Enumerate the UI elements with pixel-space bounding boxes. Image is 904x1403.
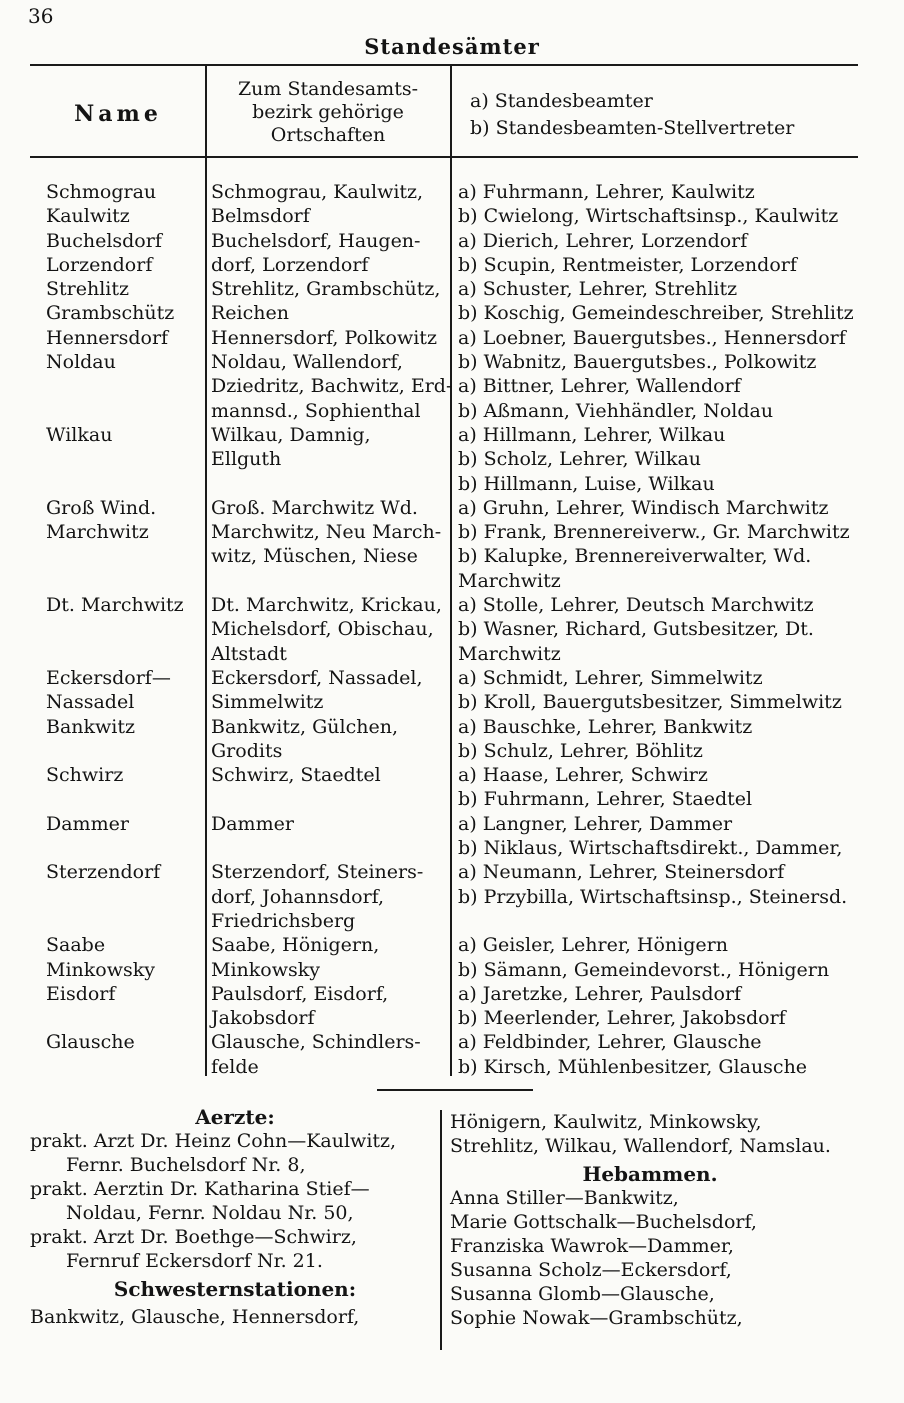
name-cell: Bankwitz bbox=[46, 715, 136, 738]
aerzte-line: Fernr. Buchelsdorf Nr. 8, bbox=[66, 1154, 306, 1176]
name-cell bbox=[46, 836, 184, 860]
right-section bbox=[450, 1110, 850, 1330]
ortschaft-cell: Strehlitz, Grambschütz, bbox=[211, 278, 441, 301]
aerzte-line: Noldau, Fernr. Noldau Nr. 50, bbox=[66, 1202, 354, 1224]
ortschaft-cell: dorf, Lorzendorf bbox=[211, 253, 369, 276]
header-ortschaften: Zum Standesamts- bezirk gehörige Ortschaften bbox=[237, 78, 419, 146]
name-cell bbox=[46, 399, 184, 423]
name-cell: Schwirz bbox=[46, 764, 124, 787]
ortschaft-cell: Minkowsky bbox=[211, 958, 320, 981]
hebammen-line: Franziska Wawrok—Dammer, bbox=[450, 1235, 734, 1257]
ortschaft-cell: Reichen bbox=[211, 302, 289, 325]
beamter-cell: a) Hillmann, Lehrer, Wilkau bbox=[458, 423, 726, 446]
section-separator bbox=[377, 1089, 533, 1091]
name-cell: Dt. Marchwitz bbox=[46, 594, 184, 617]
page-number: 36 bbox=[28, 4, 54, 28]
ortschaft-cell: Bankwitz, Gülchen, bbox=[211, 715, 398, 738]
ortschaft-cell bbox=[211, 472, 452, 496]
header-name: Name bbox=[74, 101, 162, 127]
ortschaft-cell: Michelsdorf, Obischau, bbox=[211, 618, 434, 641]
ortschaft-cell: Sterzendorf, Steiners- bbox=[211, 861, 424, 884]
ortschaft-cell: Eckersdorf, Nassadel, bbox=[211, 666, 423, 689]
ortschaft-cell: Wilkau, Damnig, bbox=[211, 423, 371, 446]
ortschaft-cell: Marchwitz, Neu March- bbox=[211, 521, 442, 544]
beamter-cell: a) Jaretzke, Lehrer, Paulsdorf bbox=[458, 982, 742, 1005]
name-cell bbox=[46, 642, 184, 666]
page-title: Standesämter bbox=[364, 34, 540, 59]
column-divider-1 bbox=[205, 66, 207, 1076]
name-cell: Nassadel bbox=[46, 691, 135, 714]
beamter-cell: b) Koschig, Gemeindeschreiber, Strehlitz bbox=[458, 302, 854, 325]
beamter-cell: a) Dierich, Lehrer, Lorzendorf bbox=[458, 229, 748, 252]
name-cell: Groß Wind. bbox=[46, 496, 157, 519]
column-names bbox=[46, 180, 184, 1079]
beamter-cell: b) Meerlender, Lehrer, Jakobsdorf bbox=[458, 1007, 786, 1030]
beamter-cell: b) Schulz, Lehrer, Böhlitz bbox=[458, 739, 703, 762]
beamter-cell: b) Aßmann, Viehhändler, Noldau bbox=[458, 399, 774, 422]
name-cell: Strehlitz bbox=[46, 278, 130, 301]
ortschaft-cell: Paulsdorf, Eisdorf, bbox=[211, 982, 389, 1005]
hebammen-line: Marie Gottschalk—Buchelsdorf, bbox=[450, 1211, 757, 1233]
hebammen-heading: Hebammen. bbox=[582, 1162, 718, 1186]
beamter-cell bbox=[458, 909, 854, 933]
name-cell bbox=[46, 472, 184, 496]
name-cell: Sterzendorf bbox=[46, 861, 161, 884]
name-cell bbox=[46, 1055, 184, 1079]
aerzte-line: prakt. Arzt Dr. Boethge—Schwirz, bbox=[30, 1226, 357, 1248]
beamter-cell: b) Niklaus, Wirtschaftsdirekt., Dammer, bbox=[458, 837, 843, 860]
ortschaft-cell: Hennersdorf, Polkowitz bbox=[211, 326, 437, 349]
beamter-cell: a) Haase, Lehrer, Schwirz bbox=[458, 764, 708, 787]
name-cell bbox=[46, 447, 184, 471]
name-cell: Hennersdorf bbox=[46, 326, 169, 349]
aerzte-heading: Aerzte: bbox=[195, 1105, 275, 1129]
ortschaft-cell: Jakobsdorf bbox=[211, 1007, 315, 1030]
column-ortschaften bbox=[211, 180, 452, 1079]
beamter-cell: a) Bittner, Lehrer, Wallendorf bbox=[458, 375, 741, 398]
beamter-cell: b) Przybilla, Wirtschaftsinsp., Steinersd. bbox=[458, 885, 848, 908]
name-cell bbox=[46, 739, 184, 763]
ortschaft-cell: Simmelwitz bbox=[211, 691, 324, 714]
column-beamte bbox=[458, 180, 854, 1079]
header-top-rule bbox=[30, 64, 858, 66]
schwestern-line: Bankwitz, Glausche, Hennersdorf, bbox=[30, 1306, 360, 1328]
ortschaft-cell: Ellguth bbox=[211, 448, 282, 471]
ortschaft-cell: felde bbox=[211, 1055, 259, 1078]
ortschaft-cell: Buchelsdorf, Haugen- bbox=[211, 229, 421, 252]
name-cell: Saabe bbox=[46, 934, 106, 957]
ortschaft-cell: Dt. Marchwitz, Krickau, bbox=[211, 594, 442, 617]
ortschaft-cell: Grodits bbox=[211, 739, 283, 762]
hebammen-line: Susanna Scholz—Eckersdorf, bbox=[450, 1259, 732, 1281]
name-cell bbox=[46, 885, 184, 909]
ortschaft-cell: mannsd., Sophienthal bbox=[211, 399, 421, 422]
ortschaft-cell: Friedrichsberg bbox=[211, 909, 356, 932]
bottom-divider bbox=[440, 1110, 442, 1350]
ortschaft-cell: Altstadt bbox=[211, 642, 287, 665]
beamter-cell: a) Bauschke, Lehrer, Bankwitz bbox=[458, 715, 753, 738]
ortschaft-cell: Schmograu, Kaulwitz, bbox=[211, 181, 424, 203]
name-cell bbox=[46, 909, 184, 933]
name-cell: Wilkau bbox=[46, 423, 113, 446]
beamter-cell: b) Wabnitz, Bauergutsbes., Polkowitz bbox=[458, 351, 817, 374]
ortschaft-cell: witz, Müschen, Niese bbox=[211, 545, 418, 568]
name-cell: Minkowsky bbox=[46, 958, 155, 981]
hebammen-line: Susanna Glomb—Glausche, bbox=[450, 1283, 715, 1305]
beamter-cell: b) Scholz, Lehrer, Wilkau bbox=[458, 448, 702, 471]
schwestern-line: Strehlitz, Wilkau, Wallendorf, Namslau. bbox=[450, 1135, 831, 1157]
schwestern-line: Hönigern, Kaulwitz, Minkowsky, bbox=[450, 1111, 762, 1133]
name-cell bbox=[46, 544, 184, 568]
beamter-cell: a) Stolle, Lehrer, Deutsch Marchwitz bbox=[458, 594, 814, 617]
beamter-cell: a) Loebner, Bauergutsbes., Hennersdorf bbox=[458, 326, 846, 349]
ortschaft-cell: Schwirz, Staedtel bbox=[211, 764, 381, 787]
beamter-cell: a) Langner, Lehrer, Dammer bbox=[458, 812, 733, 835]
hebammen-line: Anna Stiller—Bankwitz, bbox=[450, 1187, 679, 1209]
beamter-cell: a) Schuster, Lehrer, Strehlitz bbox=[458, 278, 738, 301]
aerzte-line: prakt. Arzt Dr. Heinz Cohn—Kaulwitz, bbox=[30, 1130, 397, 1152]
beamter-cell: a) Neumann, Lehrer, Steinersdorf bbox=[458, 861, 785, 884]
ortschaft-cell bbox=[211, 836, 452, 860]
beamter-cell: b) Kalupke, Brennereiverwalter, Wd. bbox=[458, 545, 812, 568]
name-cell: Glausche bbox=[46, 1031, 135, 1054]
ortschaft-cell: Groß. Marchwitz Wd. bbox=[211, 496, 418, 519]
beamter-cell: b) Scupin, Rentmeister, Lorzendorf bbox=[458, 253, 797, 276]
ortschaft-cell: Dammer bbox=[211, 812, 294, 835]
ortschaft-cell: Glausche, Schindlers- bbox=[211, 1031, 421, 1054]
beamter-cell: a) Schmidt, Lehrer, Simmelwitz bbox=[458, 666, 763, 689]
beamter-cell: a) Fuhrmann, Lehrer, Kaulwitz bbox=[458, 181, 755, 203]
ortschaft-cell: Belmsdorf bbox=[211, 205, 310, 228]
beamter-cell: b) Fuhrmann, Lehrer, Staedtel bbox=[458, 788, 753, 811]
beamter-cell: b) Cwielong, Wirtschaftsinsp., Kaulwitz bbox=[458, 205, 839, 228]
name-cell bbox=[46, 374, 184, 398]
name-cell: Grambschütz bbox=[46, 302, 175, 325]
header-beamte: a) Standesbeamter b) Standesbeamten-Stellvertreter bbox=[470, 90, 795, 139]
aerzte-section bbox=[30, 1105, 440, 1329]
beamter-cell: b) Kirsch, Mühlenbesitzer, Glausche bbox=[458, 1055, 808, 1078]
ortschaft-cell: Dziedritz, Bachwitz, Erd- bbox=[211, 375, 453, 398]
beamter-cell: Marchwitz bbox=[458, 642, 561, 665]
aerzte-line: Fernruf Eckersdorf Nr. 21. bbox=[66, 1250, 323, 1272]
beamter-cell: b) Kroll, Bauergutsbesitzer, Simmelwitz bbox=[458, 691, 842, 714]
name-cell: Eckersdorf— bbox=[46, 666, 171, 689]
beamter-cell: Marchwitz bbox=[458, 569, 561, 592]
name-cell bbox=[46, 787, 184, 811]
name-cell: Dammer bbox=[46, 812, 129, 835]
name-cell: Schmograu bbox=[46, 181, 157, 203]
ortschaft-cell: dorf, Johannsdorf, bbox=[211, 885, 385, 908]
name-cell: Buchelsdorf bbox=[46, 229, 162, 252]
beamter-cell: a) Gruhn, Lehrer, Windisch Marchwitz bbox=[458, 496, 829, 519]
name-cell: Lorzendorf bbox=[46, 253, 153, 276]
name-cell: Eisdorf bbox=[46, 982, 116, 1005]
aerzte-line: prakt. Aerztin Dr. Katharina Stief— bbox=[30, 1178, 370, 1200]
beamter-cell: b) Sämann, Gemeindevorst., Hönigern bbox=[458, 958, 830, 981]
beamter-cell: b) Hillmann, Luise, Wilkau bbox=[458, 472, 715, 495]
name-cell: Marchwitz bbox=[46, 521, 149, 544]
name-cell bbox=[46, 1006, 184, 1030]
schwestern-heading: Schwesternstationen: bbox=[113, 1277, 357, 1301]
beamter-cell: b) Frank, Brennereiverw., Gr. Marchwitz bbox=[458, 521, 850, 544]
header-bottom-rule bbox=[30, 156, 858, 158]
ortschaft-cell bbox=[211, 569, 452, 593]
name-cell: Noldau bbox=[46, 351, 116, 374]
hebammen-line: Sophie Nowak—Grambschütz, bbox=[450, 1307, 743, 1329]
beamter-cell: a) Geisler, Lehrer, Hönigern bbox=[458, 934, 728, 957]
name-cell bbox=[46, 617, 184, 641]
beamter-cell: b) Wasner, Richard, Gutsbesitzer, Dt. bbox=[458, 618, 814, 641]
name-cell bbox=[46, 569, 184, 593]
name-cell: Kaulwitz bbox=[46, 205, 130, 228]
ortschaft-cell bbox=[211, 787, 452, 811]
beamter-cell: a) Feldbinder, Lehrer, Glausche bbox=[458, 1031, 762, 1054]
ortschaft-cell: Saabe, Hönigern, bbox=[211, 934, 380, 957]
ortschaft-cell: Noldau, Wallendorf, bbox=[211, 351, 403, 374]
